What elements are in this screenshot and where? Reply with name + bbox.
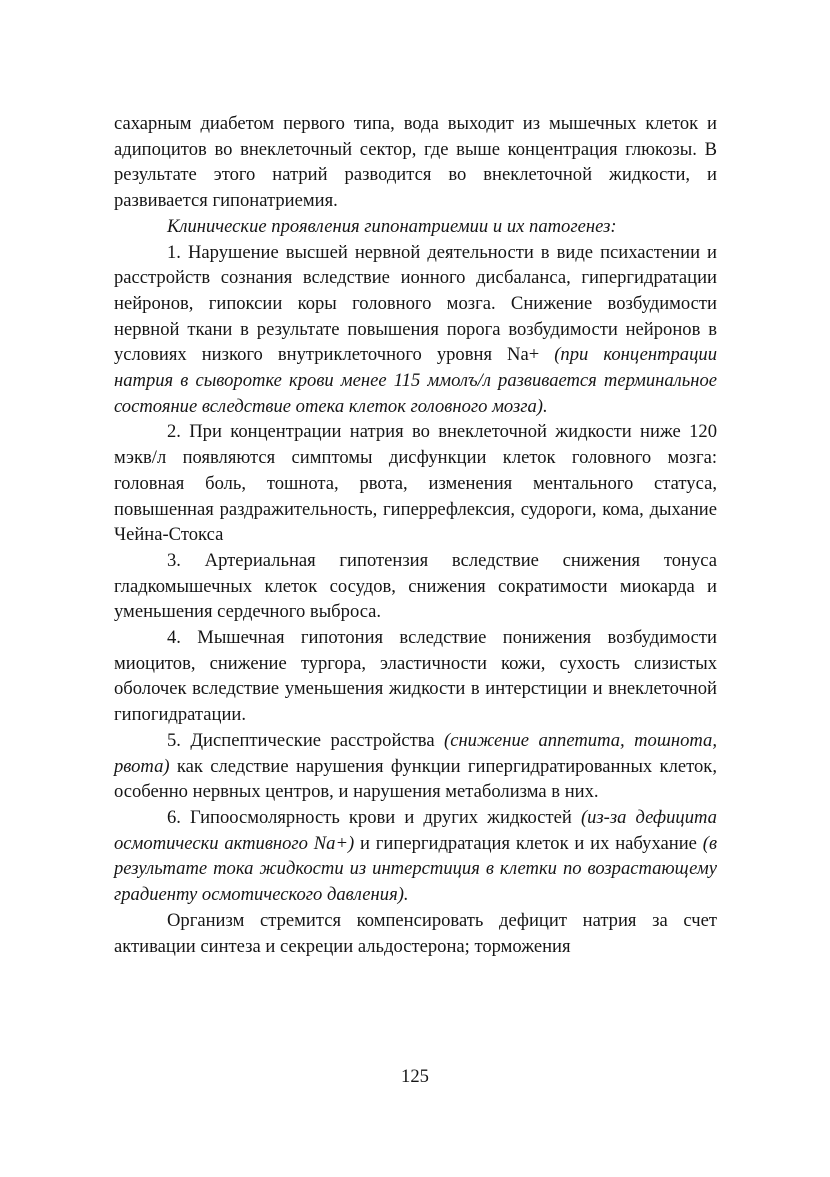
item-5-italic-note: (снижение аппетита, тошнота, рвота) (114, 729, 717, 777)
item-6-italic-note-a: (из-за дефицита осмотически активного Na+) (114, 806, 717, 854)
item-3-text: 3. Артериальная гипотензия вследствие снижения тонуса гладкомышечных клеток сосудов, снижения сократимости миокарда и уменьшения сердечного выброса. (114, 549, 717, 623)
item-5-text-a: 5. Диспептические расстройства (167, 729, 435, 751)
list-item-4 (114, 625, 717, 728)
section-heading: Клинические проявления гипонатриемии и их патогенез: (167, 215, 617, 237)
paragraph-intro: сахарным диабетом первого типа, вода выходит из мышечных клеток и адипоцитов во внеклеточный сектор, где выше концентрация глюкозы. В результате этого натрий разводится во внеклеточной жидкости, и развивается гипонатриемия. (114, 113, 717, 212)
list-item-2 (114, 419, 717, 548)
list-item-3 (114, 548, 717, 625)
list-item-1 (114, 240, 717, 420)
item-1-italic-note: (при концентрации натрия в сыворотке крови менее 115 ммолъ/л развивается терминальное состояние вследствие отека клеток головного мозга). (114, 344, 717, 417)
list-item-6 (114, 805, 717, 908)
item-6-italic-note-b: (в результате тока жидкости из интерстиция в клетки по возрастающему градиенту осмотического давления). (114, 832, 718, 906)
item-6-text-a: 6. Гипоосмолярность крови и других жидкостей (167, 806, 572, 828)
body-text (114, 111, 717, 959)
item-4-text: 4. Мышечная гипотония вследствие понижения возбудимости миоцитов, снижение тургора, эластичности кожи, сухость слизистых оболочек вследствие уменьшения жидкости в интерстиции и внеклеточной гипогидратации. (114, 627, 717, 726)
item-1-text: 1. Нарушение высшей нервной деятельности в виде психастении и расстройств сознания вследствие ионного дисбаланса, гипергидратации нейронов, гипоксии коры головного мозга. Снижение возбудимости нервной ткани в результате повышения порога возбудимости нейронов в условиях низкого внутриклеточного уровня Na+ (114, 241, 717, 366)
paragraph-final: Организм стремится компенсировать дефицит натрия за счет активации синтеза и секреции альдостерона; торможения (114, 909, 717, 957)
item-6-text-b: и гипергидратация клеток и их набухание (360, 832, 697, 854)
item-5-text-b: как следствие нарушения функции гипергидратированных клеток, особенно нервных центров, и нарушения метаболизма в них. (114, 755, 717, 803)
item-2-text: 2. При концентрации натрия во внеклеточной жидкости ниже 120 мэкв/л появляются симптомы дисфункции клеток головного мозга: головная боль, тошнота, рвота, изменения ментального статуса, повышенная раздражительность, гиперрефлексия, судороги, кома, дыхание Чейна-Стокса (114, 421, 717, 546)
list-item-5 (114, 728, 717, 805)
page-number: 125 (401, 1066, 429, 1087)
